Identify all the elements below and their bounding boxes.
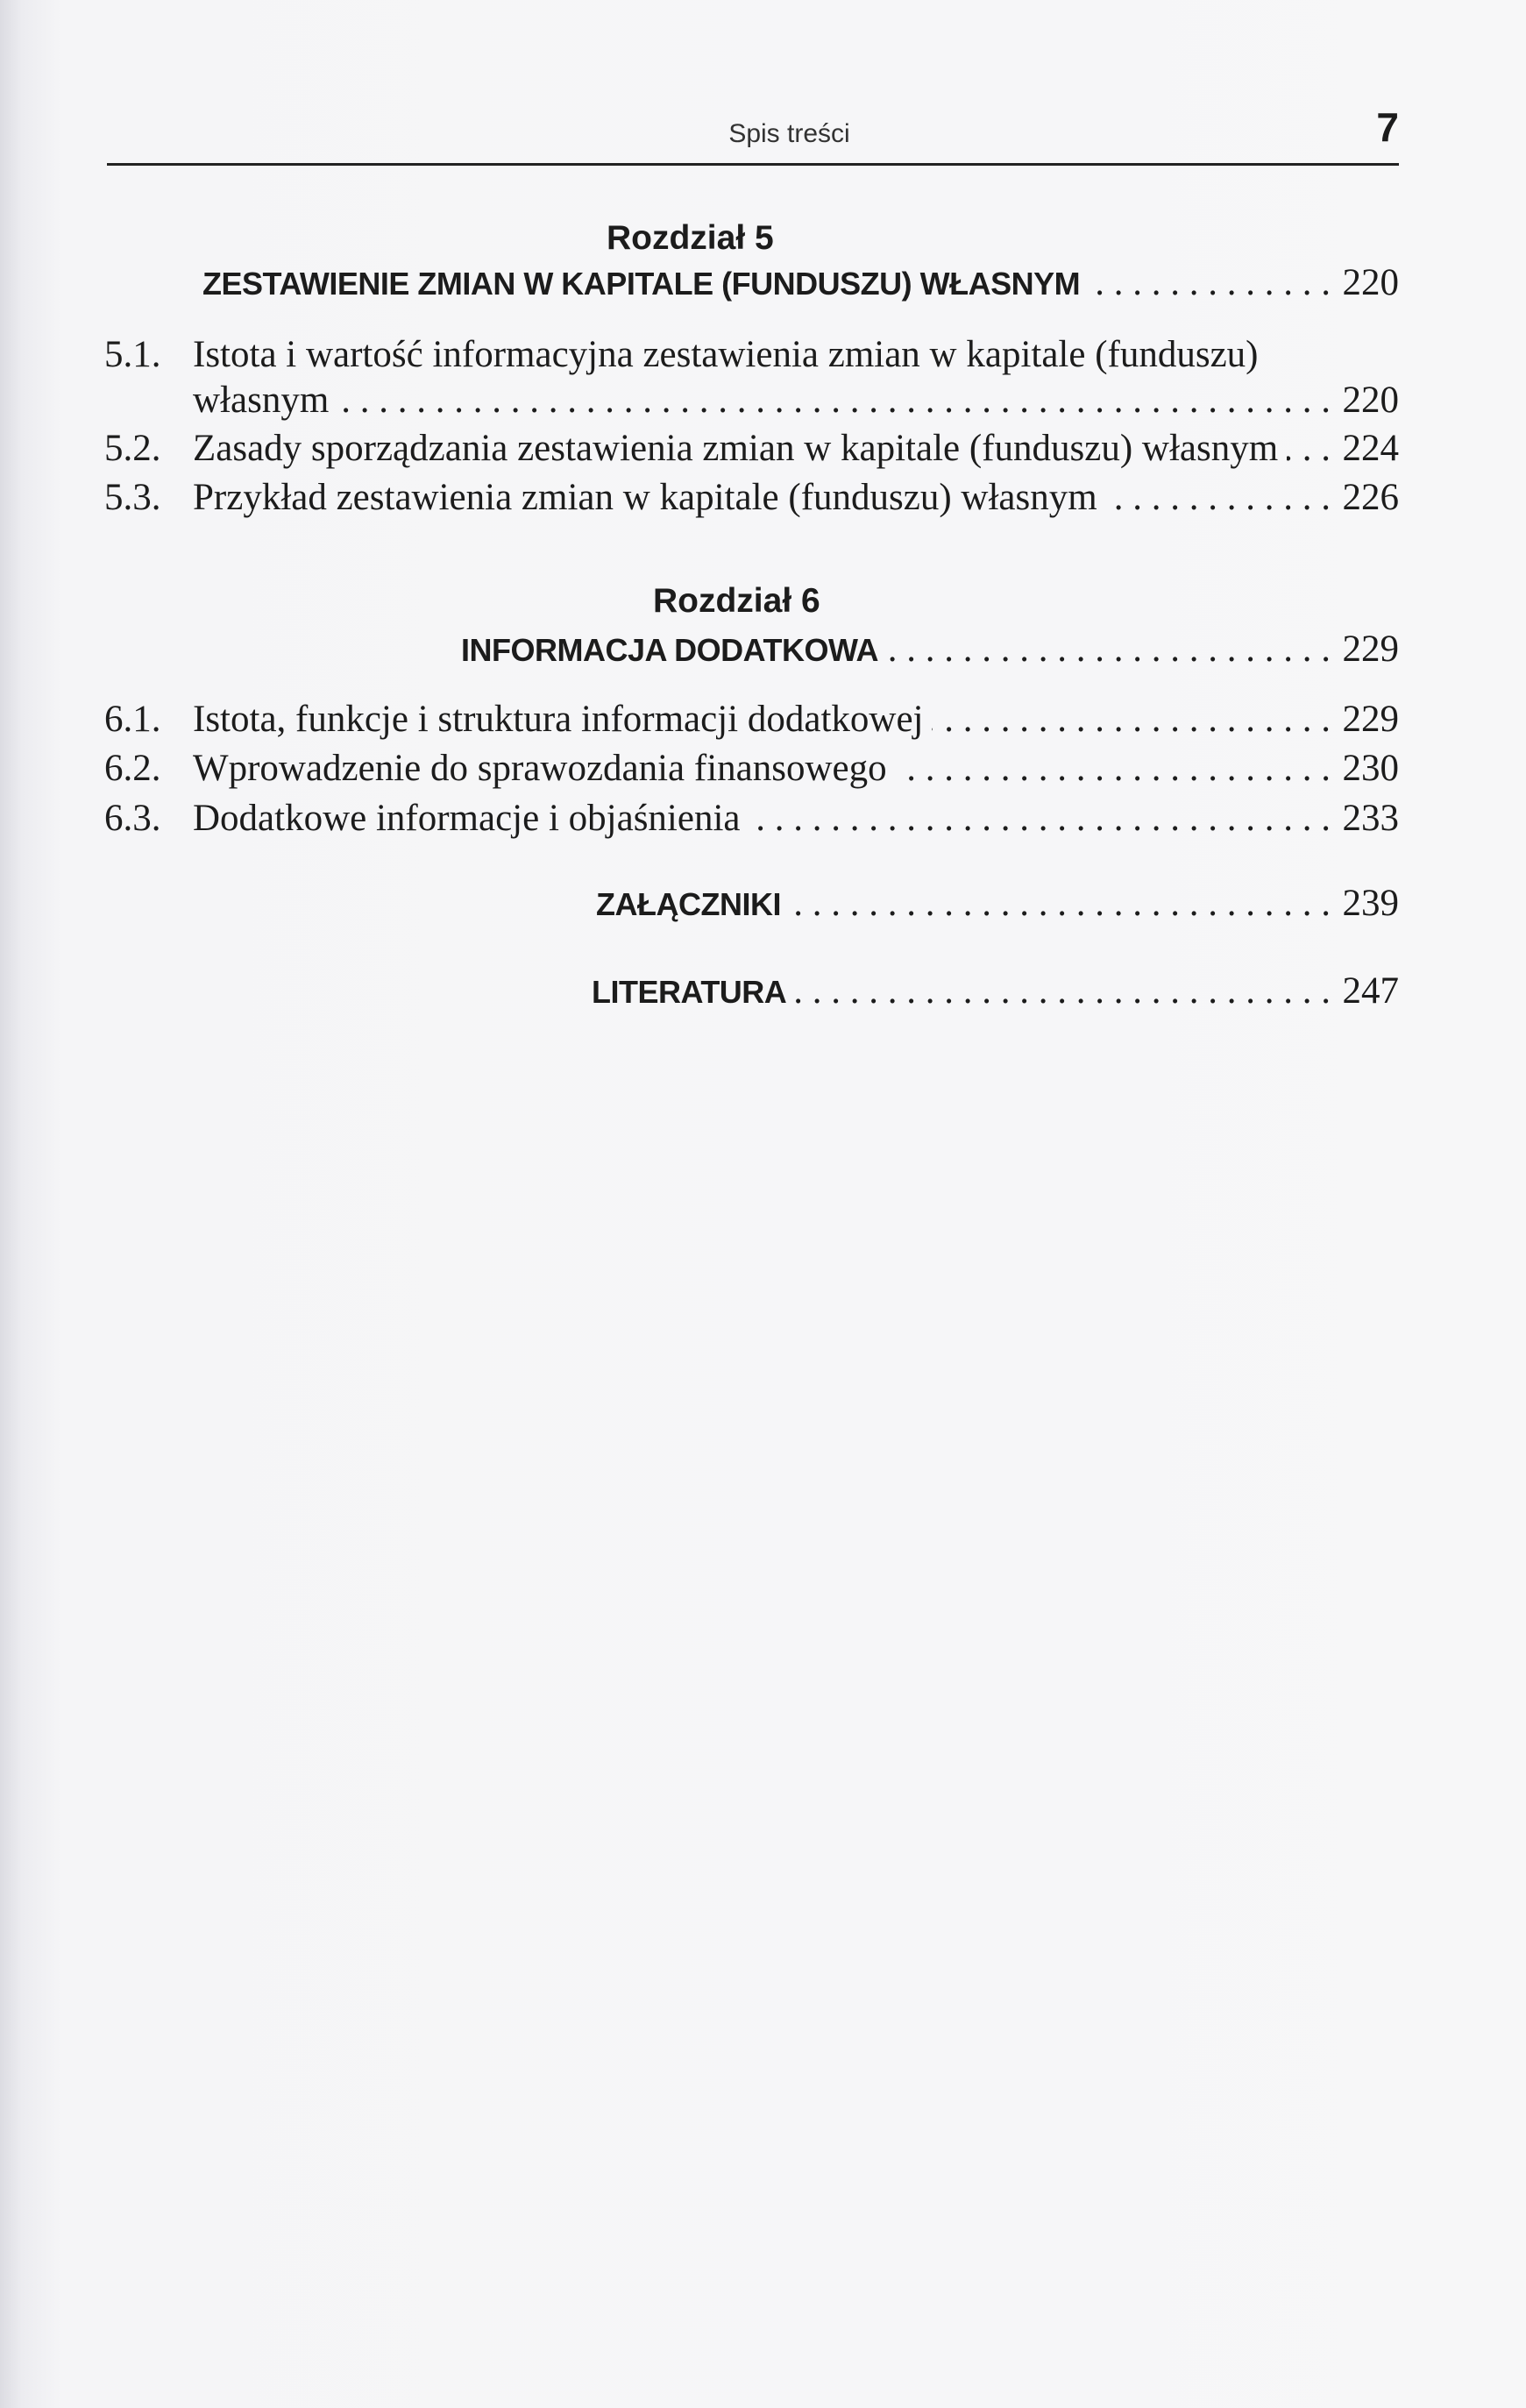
section-number: 6.3. [104, 798, 161, 839]
dot-leader [887, 628, 1331, 671]
toc-entry-chapter-6 [461, 628, 1399, 671]
chapter-6-label: Rozdział 6 [653, 582, 820, 620]
section-page: 220 [1342, 380, 1399, 421]
toc-entry-literature [592, 970, 1399, 1012]
appendices-title: ZAŁĄCZNIKI [596, 886, 781, 922]
section-page: 229 [1342, 699, 1399, 740]
dot-leader [932, 698, 1331, 741]
dot-leader [1287, 427, 1331, 470]
chapter-5-title: ZESTAWIENIE ZMIAN W KAPITALE (FUNDUSZU) WŁASNYM [202, 266, 1081, 302]
chapter-5-page: 220 [1342, 262, 1399, 303]
section-number: 5.3. [104, 477, 161, 518]
toc-entry-appendices [596, 882, 1399, 925]
toc-entry-5-1-line2 [193, 379, 1399, 422]
section-title: Przykład zestawienia zmian w kapitale (funduszu) własnym [193, 477, 1097, 518]
chapter-6-title: INFORMACJA DODATKOWA [461, 632, 878, 668]
page-number: 7 [1376, 104, 1399, 150]
toc-entry-5-1-line1 [104, 333, 1399, 376]
appendices-page: 239 [1342, 883, 1399, 924]
literature-title: LITERATURA [592, 974, 787, 1010]
section-title: Istota, funkcje i struktura informacji dodatkowej [193, 699, 924, 740]
section-page: 226 [1342, 477, 1399, 518]
dot-leader [1089, 261, 1331, 304]
section-number: 5.1. [104, 334, 161, 375]
dot-leader [749, 797, 1331, 840]
toc-entry-6-2 [104, 747, 1399, 790]
dot-leader [1106, 476, 1331, 519]
section-title: Dodatkowe informacje i objaśnienia [193, 798, 741, 839]
chapter-5-label: Rozdział 5 [607, 219, 774, 257]
section-page: 233 [1342, 798, 1399, 839]
section-title: Zasady sporządzania zestawienia zmian w kapitale (funduszu) własnym [193, 428, 1279, 469]
section-title: Istota i wartość informacyjna zestawienia zmian w kapitale (funduszu) [193, 334, 1259, 375]
dot-leader [790, 882, 1331, 925]
toc-entry-chapter-5 [202, 261, 1399, 304]
header-rule [107, 163, 1399, 166]
section-page: 230 [1342, 748, 1399, 789]
literature-page: 247 [1342, 970, 1399, 1012]
dot-leader [896, 747, 1331, 790]
section-number: 6.2. [104, 748, 161, 789]
toc-entry-6-3 [104, 797, 1399, 840]
section-title: Wprowadzenie do sprawozdania finansowego [193, 748, 887, 789]
chapter-6-page: 229 [1342, 629, 1399, 670]
toc-entry-5-2 [104, 427, 1399, 470]
section-title-cont: własnym [193, 380, 330, 421]
toc-entry-6-1 [104, 698, 1399, 741]
dot-leader [337, 379, 1331, 422]
running-header-title: Spis treści [728, 119, 850, 148]
dot-leader [795, 970, 1331, 1012]
section-page: 224 [1342, 428, 1399, 469]
section-number: 5.2. [104, 428, 161, 469]
section-number: 6.1. [104, 699, 161, 740]
toc-entry-5-3 [104, 476, 1399, 519]
